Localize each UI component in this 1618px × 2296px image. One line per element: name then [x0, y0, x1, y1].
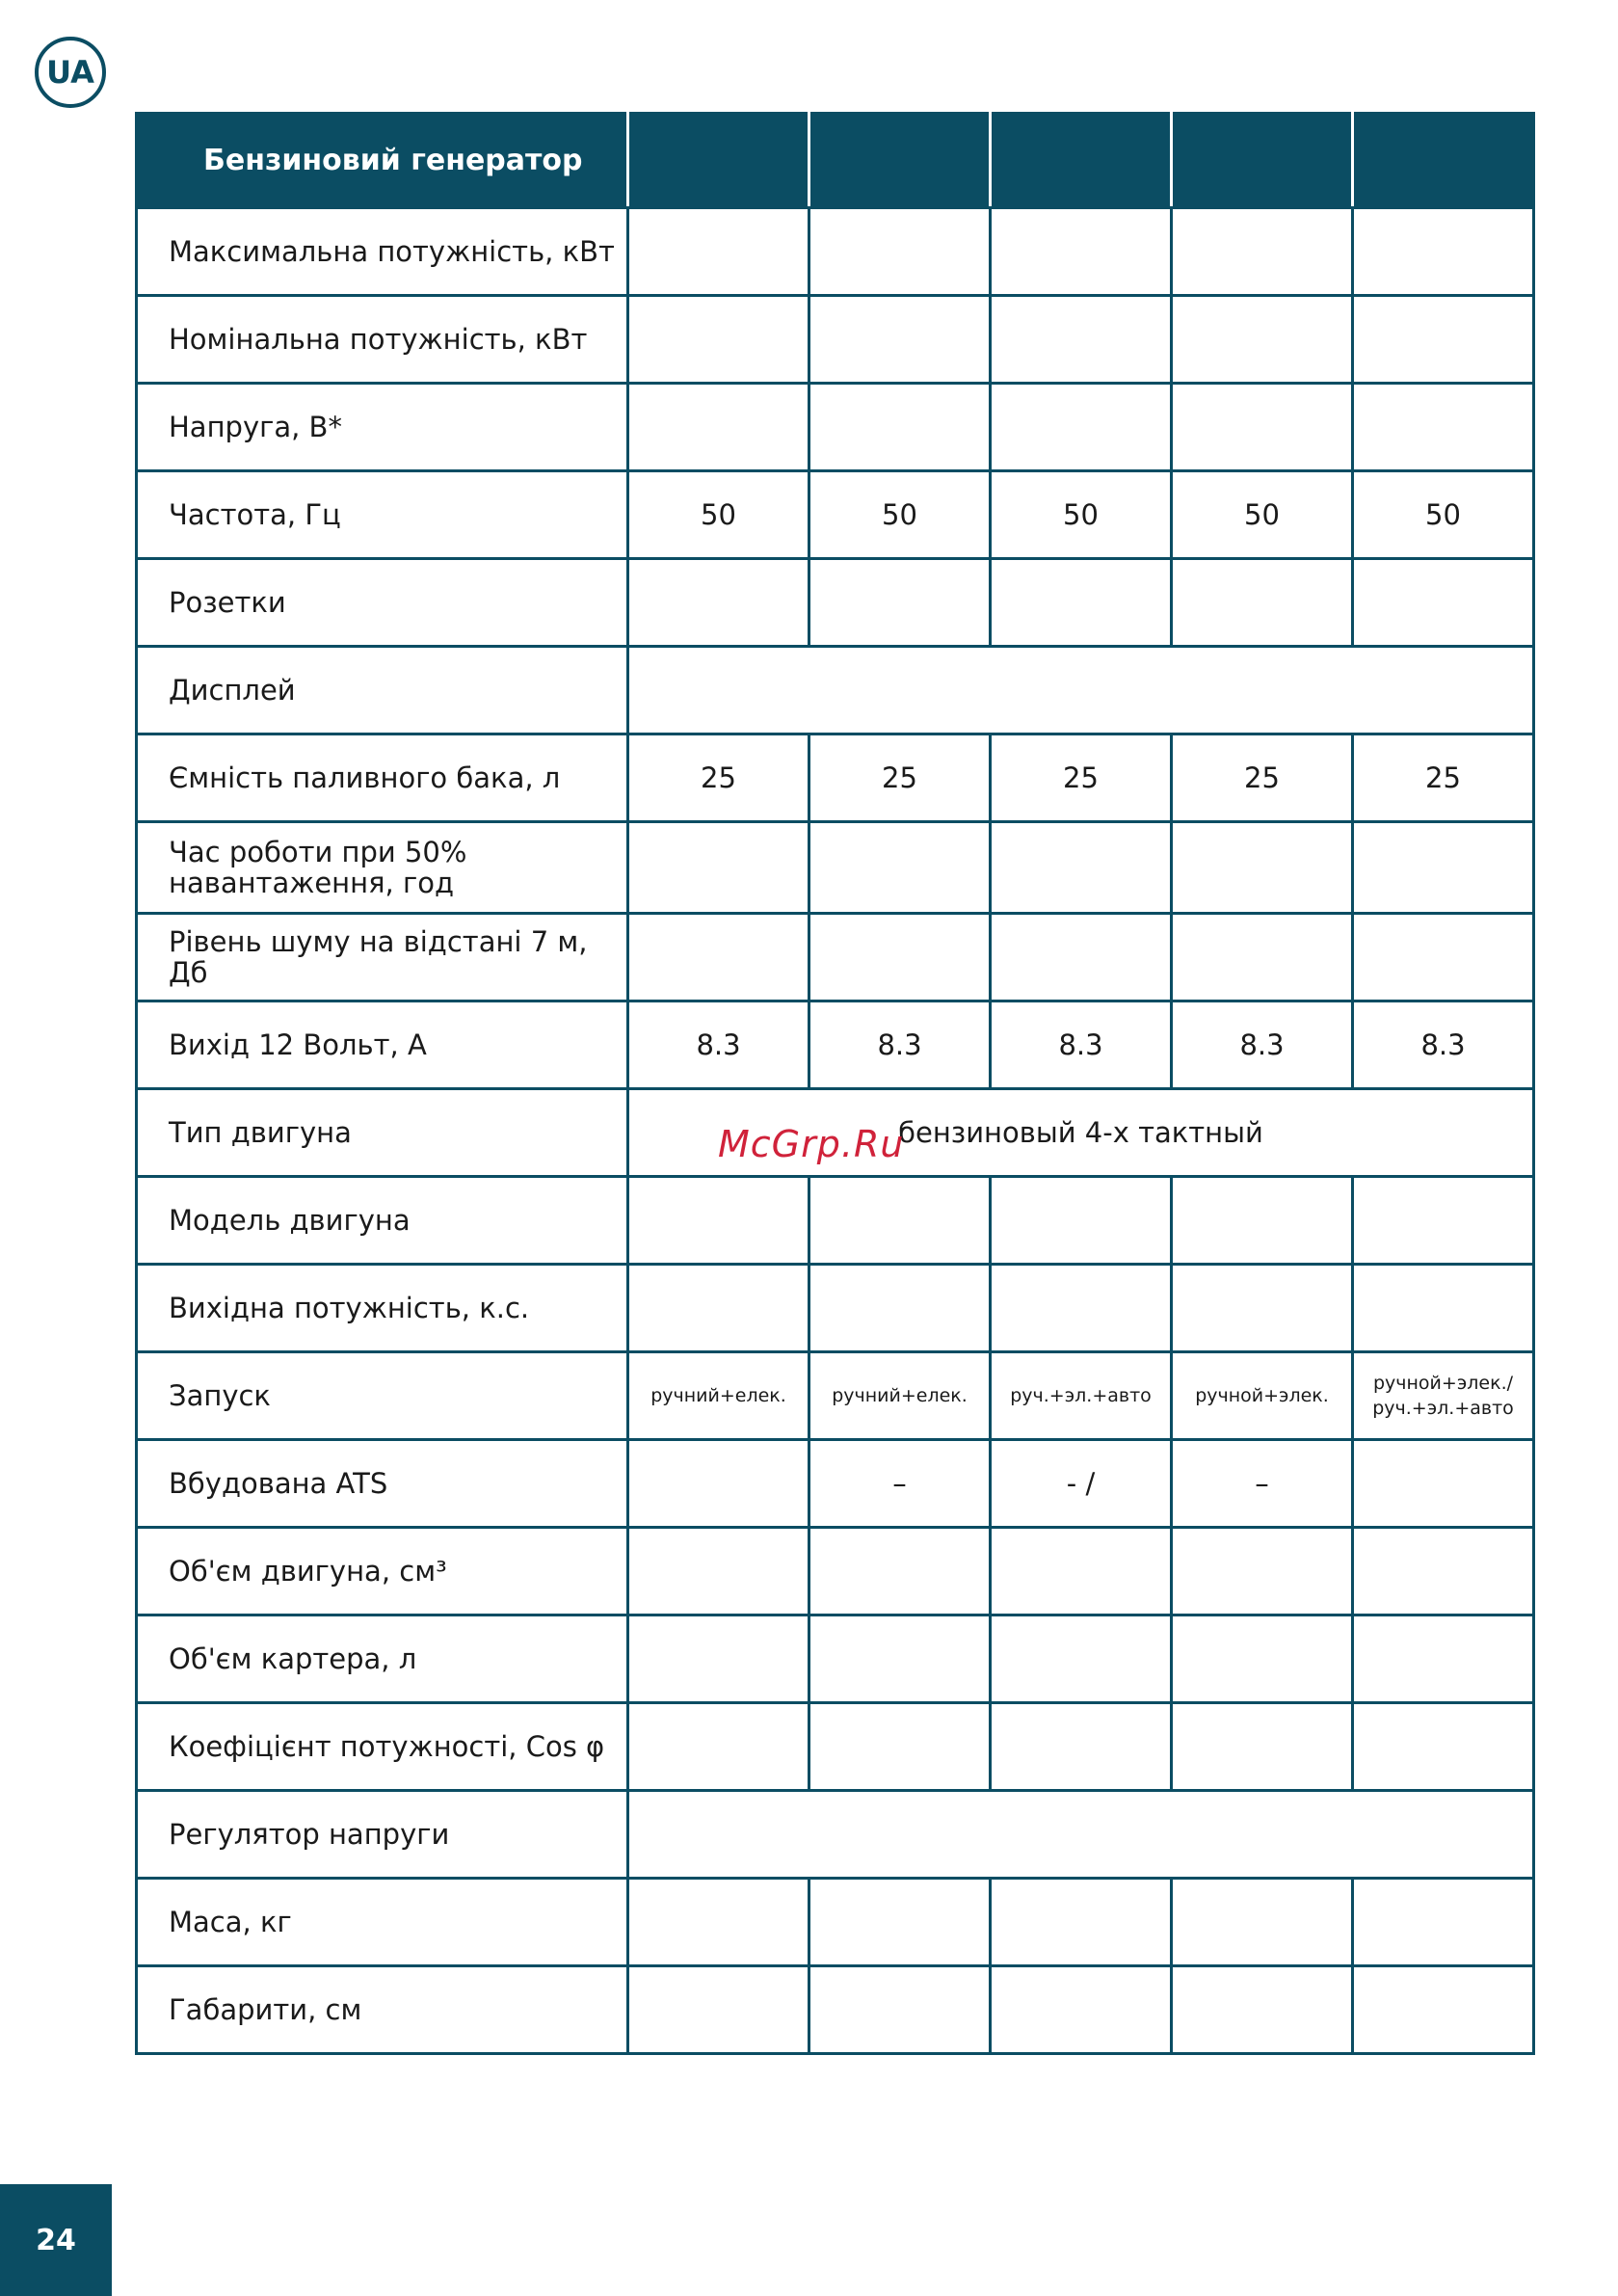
value-cell: – [1172, 1440, 1353, 1528]
value-cell [809, 1177, 991, 1265]
value-cell [1353, 384, 1534, 471]
value-cell [991, 1265, 1172, 1352]
value-cell [991, 1703, 1172, 1791]
value-cell [991, 1879, 1172, 1966]
value-cell: руч.+эл.+авто [991, 1352, 1172, 1440]
value-cell [1353, 1528, 1534, 1615]
row-label: Габарити, см [137, 1966, 628, 2054]
value-cell [1172, 1966, 1353, 2054]
row-label: Запуск [137, 1352, 628, 1440]
row-label: Коефіцієнт потужності, Cos φ [137, 1703, 628, 1791]
value-cell [1353, 822, 1534, 914]
table-row [137, 296, 1534, 384]
table-row [137, 559, 1534, 647]
value-cell [991, 559, 1172, 647]
value-cell: - / [991, 1440, 1172, 1528]
value-cell: ручной+элек. [1172, 1352, 1353, 1440]
value-cell [809, 559, 991, 647]
value-cell [628, 384, 809, 471]
value-cell: – [809, 1440, 991, 1528]
value-cell [1172, 1615, 1353, 1703]
value-cell [628, 1528, 809, 1615]
value-cell [809, 1879, 991, 1966]
row-label: Об'єм картера, л [137, 1615, 628, 1703]
value-cell: 50 [809, 471, 991, 559]
row-label: Вбудована ATS [137, 1440, 628, 1528]
value-cell [628, 914, 809, 1001]
value-cell: 50 [1172, 471, 1353, 559]
row-label: Тип двигуна [137, 1089, 628, 1177]
row-label: Вихідна потужність, к.с. [137, 1265, 628, 1352]
table-title: Бензиновий генератор [137, 114, 628, 208]
value-cell [991, 914, 1172, 1001]
value-cell [1353, 1615, 1534, 1703]
value-cell: 25 [1172, 734, 1353, 822]
value-cell [1172, 1528, 1353, 1615]
value-cell: ручний+елек. [628, 1352, 809, 1440]
table-row [137, 1352, 1534, 1440]
value-cell: 8.3 [628, 1001, 809, 1089]
row-label: Маса, кг [137, 1879, 628, 1966]
value-cell [628, 296, 809, 384]
value-cell [1353, 296, 1534, 384]
row-label: Час роботи при 50% навантаження, год [137, 822, 628, 914]
page-number: 24 [0, 2184, 112, 2296]
value-cell: 25 [809, 734, 991, 822]
value-cell [628, 1615, 809, 1703]
value-cell [809, 296, 991, 384]
value-cell [1353, 914, 1534, 1001]
value-cell [1353, 1177, 1534, 1265]
value-cell: ручний+елек. [809, 1352, 991, 1440]
value-cell [991, 1528, 1172, 1615]
value-cell [1172, 1265, 1353, 1352]
row-label: Ємність паливного бака, л [137, 734, 628, 822]
value-cell: 50 [1353, 471, 1534, 559]
value-cell [628, 822, 809, 914]
value-cell [1353, 559, 1534, 647]
row-label: Регулятор напруги [137, 1791, 628, 1879]
table-row [137, 1615, 1534, 1703]
value-cell [991, 296, 1172, 384]
value-cell [809, 1703, 991, 1791]
row-label: Модель двигуна [137, 1177, 628, 1265]
value-cell [1353, 1265, 1534, 1352]
value-cell [1172, 559, 1353, 647]
value-cell: 8.3 [991, 1001, 1172, 1089]
value-cell [1353, 1966, 1534, 2054]
value-cell [628, 1966, 809, 2054]
value-cell [809, 384, 991, 471]
table-row [137, 1966, 1534, 2054]
row-label: Номінальна потужність, кВт [137, 296, 628, 384]
language-code: UA [46, 54, 94, 91]
value-cell [1172, 208, 1353, 296]
value-cell [1172, 1879, 1353, 1966]
value-cell [1172, 1703, 1353, 1791]
value-cell: ручной+элек./ руч.+эл.+авто [1353, 1352, 1534, 1440]
language-badge [35, 37, 106, 108]
table-row [137, 647, 1534, 734]
table-row [137, 208, 1534, 296]
table-row [137, 384, 1534, 471]
value-cell [1172, 822, 1353, 914]
row-label: Максимальна потужність, кВт [137, 208, 628, 296]
value-cell [809, 914, 991, 1001]
merged-value-cell: бензиновый 4-х тактный [628, 1089, 1534, 1177]
table-row [137, 1440, 1534, 1528]
table-row [137, 1265, 1534, 1352]
header-model-cell [991, 114, 1172, 208]
value-cell [628, 208, 809, 296]
value-cell [1172, 296, 1353, 384]
value-cell [809, 1265, 991, 1352]
row-label: Частота, Гц [137, 471, 628, 559]
merged-value-cell [628, 1791, 1534, 1879]
row-label: Об'єм двигуна, см³ [137, 1528, 628, 1615]
value-cell [628, 1440, 809, 1528]
value-cell [1172, 1177, 1353, 1265]
value-cell [991, 208, 1172, 296]
row-label: Рівень шуму на відстані 7 м, Дб [137, 914, 628, 1001]
header-model-cell [1353, 114, 1534, 208]
value-cell [628, 1177, 809, 1265]
value-cell [991, 384, 1172, 471]
value-cell [1172, 384, 1353, 471]
table-row [137, 822, 1534, 914]
header-model-cell [1172, 114, 1353, 208]
value-cell [991, 1177, 1172, 1265]
value-cell: 25 [628, 734, 809, 822]
row-label: Дисплей [137, 647, 628, 734]
value-cell [809, 822, 991, 914]
value-cell [1353, 208, 1534, 296]
table-row [137, 1528, 1534, 1615]
value-cell: 25 [991, 734, 1172, 822]
value-cell: 8.3 [809, 1001, 991, 1089]
value-cell [628, 1703, 809, 1791]
table-row [137, 1879, 1534, 1966]
value-cell: 50 [991, 471, 1172, 559]
table-row [137, 471, 1534, 559]
header-model-cell [809, 114, 991, 208]
spec-table [135, 112, 1535, 2055]
value-cell [809, 208, 991, 296]
table-row [137, 734, 1534, 822]
row-label: Напруга, В* [137, 384, 628, 471]
header-model-cell [628, 114, 809, 208]
value-cell: 25 [1353, 734, 1534, 822]
value-cell [991, 822, 1172, 914]
row-label: Вихід 12 Вольт, А [137, 1001, 628, 1089]
value-cell [809, 1615, 991, 1703]
table-row [137, 1001, 1534, 1089]
table-row [137, 1177, 1534, 1265]
value-cell [628, 1879, 809, 1966]
value-cell [628, 1265, 809, 1352]
table-row [137, 1791, 1534, 1879]
value-cell [1172, 914, 1353, 1001]
value-cell [628, 559, 809, 647]
value-cell [1353, 1440, 1534, 1528]
value-cell [809, 1966, 991, 2054]
value-cell [991, 1615, 1172, 1703]
table-row [137, 914, 1534, 1001]
value-cell: 50 [628, 471, 809, 559]
row-label: Розетки [137, 559, 628, 647]
table-row [137, 1703, 1534, 1791]
value-cell [809, 1528, 991, 1615]
value-cell [991, 1966, 1172, 2054]
table-header-row [137, 114, 1534, 208]
value-cell [1353, 1879, 1534, 1966]
value-cell [1353, 1703, 1534, 1791]
value-cell: 8.3 [1172, 1001, 1353, 1089]
watermark: McGrp.Ru [718, 1123, 905, 1165]
value-cell: 8.3 [1353, 1001, 1534, 1089]
merged-value-cell [628, 647, 1534, 734]
